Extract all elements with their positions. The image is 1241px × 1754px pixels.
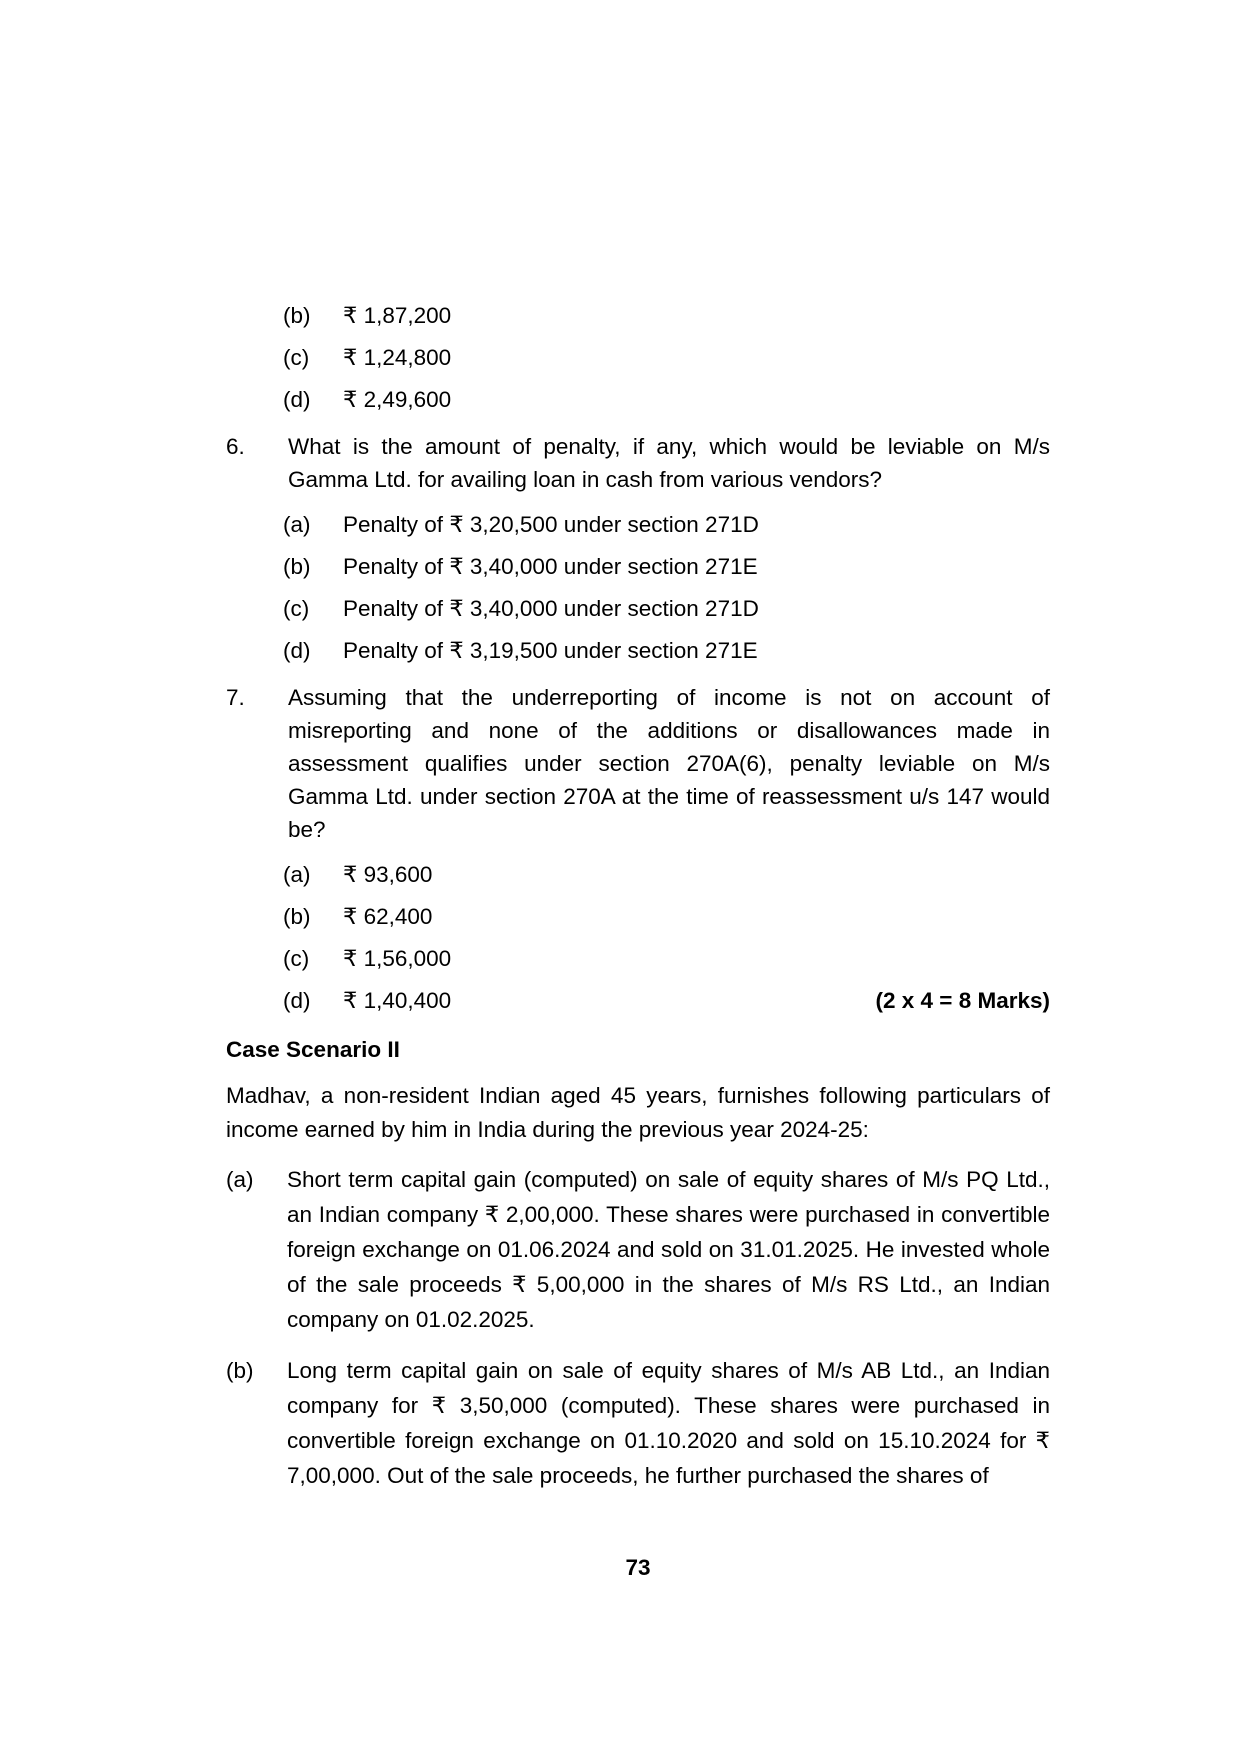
option-row [283,341,1050,374]
list-item-text: Long term capital gain on sale of equity shares of M/s AB Ltd., an Indian company for ₹ 3,50,000 (computed). These shares were purchased in convertible foreign exchange on 01.10.2020 and sold on 15.10.2024 for ₹ 7,00,000. Out of the sale proceeds, he further purchased the shares of [287,1358,1050,1488]
case-scenario-heading: Case Scenario II [226,1037,400,1062]
option-row [283,299,1050,332]
option-marker: (a) [283,512,311,537]
option-marker: (d) [283,638,311,663]
question-7-options [226,858,1050,1017]
question-6-head [226,430,1050,496]
option-marker: (c) [283,946,310,971]
option-row [283,592,1050,625]
option-row [283,383,1050,416]
option-text: Penalty of ₹ 3,20,500 under section 271D [343,512,759,537]
case-item-b [226,1353,1050,1493]
page-content [226,299,1050,1584]
question-7-head [226,681,1050,846]
option-marker: (d) [283,387,311,412]
option-text: Penalty of ₹ 3,40,000 under section 271D [343,596,759,621]
option-marker: (d) [283,988,311,1013]
option-text: Penalty of ₹ 3,40,000 under section 271E [343,554,758,579]
list-item-marker: (a) [226,1167,254,1192]
option-row [283,858,1050,891]
list-item-text: Short term capital gain (computed) on sale of equity shares of M/s PQ Ltd., an Indian company ₹ 2,00,000. These shares were purchased in convertible foreign exchange on 01.06.2024 and sold on 31.01.2025. He invested whole of the sale proceeds ₹ 5,00,000 in the shares of M/s RS Ltd., an Indian company on 01.02.2025. [287,1167,1050,1332]
option-row [283,942,1050,975]
question-6-options [226,508,1050,667]
option-marker: (b) [283,554,311,579]
marks-label: (2 x 4 = 8 Marks) [875,988,1050,1013]
option-marker: (c) [283,596,310,621]
option-text: ₹ 62,400 [343,904,433,929]
case-scenario-intro: Madhav, a non-resident Indian aged 45 years, furnishes following particulars of income earned by him in India during the previous year 2024-25: [226,1083,1050,1142]
option-marker: (b) [283,904,311,929]
option-text: ₹ 93,600 [343,862,433,887]
question-number: 7. [226,685,245,710]
option-marker: (c) [283,345,310,370]
option-text: ₹ 1,56,000 [343,946,452,971]
option-text: ₹ 1,24,800 [343,345,452,370]
option-text: Penalty of ₹ 3,19,500 under section 271E [343,638,758,663]
option-row [283,634,1050,667]
prior-question-options [226,299,1050,416]
question-text: What is the amount of penalty, if any, which would be leviable on M/s Gamma Ltd. for availing loan in cash from various vendors? [288,434,1050,492]
option-marker: (a) [283,862,311,887]
question-6 [226,430,1050,667]
option-row [283,900,1050,933]
question-number: 6. [226,434,245,459]
list-item-marker: (b) [226,1358,254,1383]
option-text: ₹ 1,40,400 [343,988,452,1013]
option-row [283,508,1050,541]
page-number: 73 [625,1555,651,1580]
option-text: ₹ 1,87,200 [343,303,452,328]
option-marker: (b) [283,303,311,328]
question-text: Assuming that the underreporting of income is not on account of misreporting and none of the additions or disallowances made in assessment qualifies under section 270A(6), penalty leviable on M/s Gamma Ltd. under section 270A at the time of reassessment u/s 147 would be? [288,685,1050,842]
question-7 [226,681,1050,1017]
option-row [283,550,1050,583]
option-row [283,984,1050,1017]
option-text: ₹ 2,49,600 [343,387,452,412]
case-item-a [226,1162,1050,1337]
